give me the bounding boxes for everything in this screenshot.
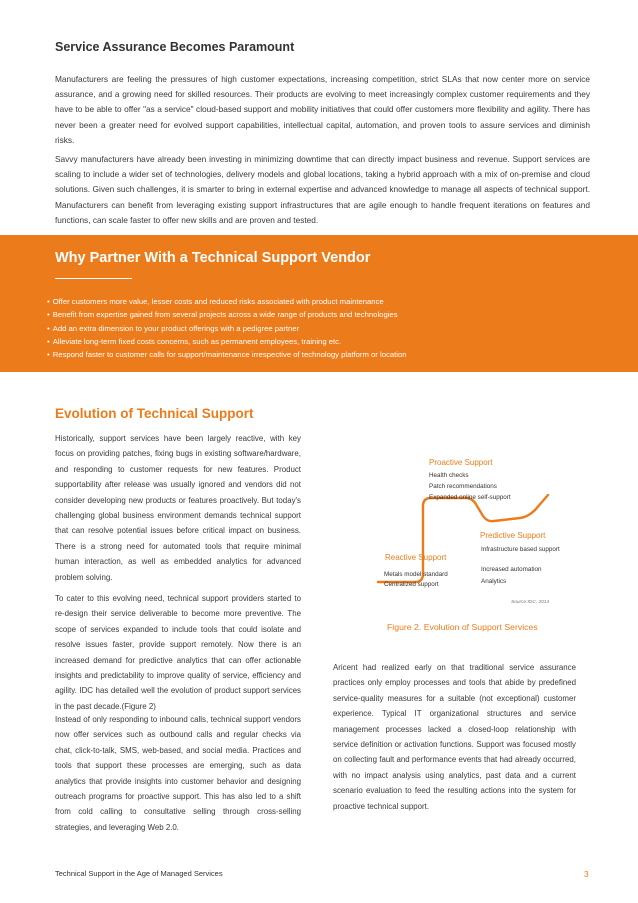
benefit-item: • Offer customers more value, lesser costs and reduced risks associated with product maintenance <box>47 295 407 308</box>
evolution-paragraph-2: To cater to this evolving need, technical support providers started to re-design their service deliverable to become more preventive. The scope of services expanded to include tools that could isolate and resolve issues faster, provide support remotely. Now there is an increased demand for predictive analytics that can offer actionable insights and predictability to improve quality of service, efficiency and agility. IDC has detailed well the evolution of product support services in the past decade.(Figure 2) <box>55 594 301 711</box>
section-title-service-assurance: Service Assurance Becomes Paramount <box>55 40 295 54</box>
benefit-item: • Add an extra dimension to your product offerings with a pedigree partner <box>47 322 407 335</box>
predictive-support-title: Predictive Support <box>480 531 546 540</box>
diagram-source: Source:IDC, 2014 <box>511 600 550 605</box>
proactive-item: Patch recommendations <box>429 483 497 490</box>
reactive-item: Centralized support <box>384 581 439 588</box>
partner-banner <box>0 235 638 372</box>
proactive-support-title: Proactive Support <box>429 458 493 467</box>
reactive-item: Metals model standard <box>384 571 448 578</box>
benefit-item: • Respond faster to customer calls for support/maintenance irrespective of technology platform or location <box>47 348 407 361</box>
section-title-why-partner: Why Partner With a Technical Support Vendor <box>55 250 371 266</box>
evolution-paragraph-3: Instead of only responding to inbound calls, technical support vendors now offer services such as outbound calls and regular checks via chat, click-to-talk, SMS, web-based, and social media. Practices and tools that support these processes are emerging, such as data analytics that provide insights into customer behavior and designing outreach programs for proactive support. This has also led to a shift from cold calling to consultative selling through cross-selling strategies, and leveraging Web 2.0. <box>55 715 301 832</box>
benefit-item: • Alleviate long-term fixed costs concerns, such as permanent employees, training etc. <box>47 335 407 348</box>
support-evolution-diagram <box>370 450 585 610</box>
title-underline <box>55 278 132 279</box>
section1-paragraph-1: Manufacturers are feeling the pressures of high customer expectations, increasing competition, strict SLAs that now center more on service assurance, and a growing need for skilled resources. Their products are evolving to meet increasingly complex customer requirements and they have to be able to offer "as a service" cloud-based support and mobility initiatives that could offer customers more flexibility and agility. There has never been a greater need for evolved support capabilities, intellectual capital, automation, and proven tools to assure services and diminish risks. <box>55 74 590 145</box>
predictive-item: Infrastructure based support <box>481 546 560 553</box>
predictive-item: Analytics <box>481 578 507 585</box>
footer-title: Technical Support in the Age of Managed Services <box>55 869 223 878</box>
proactive-item: Health checks <box>429 472 469 479</box>
aricent-paragraph: Aricent had realized early on that traditional service assurance practices only employ processes and tools that abide by predefined service-quality measures for a suitable (not exceptional) customer experience. Typical IT organizational structures and service management processes lacked a closed-loop relationship with service definition or activation functions. Support was focused mostly on collecting fault and performance events that had already occurred, with no impact analysis using analytics, past data and a current scenario evaluation to feed the resulting actions into the system for proactive technical support. <box>333 663 576 811</box>
benefit-list <box>47 295 407 361</box>
section1-paragraph-2: Savvy manufacturers have already been investing in minimizing downtime that can directly impact business and revenue. Support services are scaling to include a wider set of technologies, delivery models and global locations, taking a hybrid approach with a mix of on-premise and cloud solutions. Given such challenges, it is smarter to bring in external expertise and advanced knowledge to manage all aspects of technical support. Manufacturers can benefit from leveraging existing support infrastructures that are agile enough to handle frequent iterations on features and functions, can scale faster to offer new skills and are proven and tested. <box>55 154 590 225</box>
evolution-paragraph-1: Historically, support services have been largely reactive, with key focus on providing patches, fixing bugs in existing software/hardware, and responding to customer requests for new features. Product supportability after release was usually ignored and vendors did not consider developing new products or features proactively. But today's challenging global business environment demands technical support that can resolve potential issues before critical impact on business. There is a strong need for automated tools that require minimal human interaction, as well as embedded analytics for advanced problem solving. <box>55 434 301 582</box>
proactive-item: Expanded online self-support <box>429 494 511 501</box>
predictive-item: Increased automation <box>481 566 542 573</box>
benefit-item: • Benefit from expertise gained from several projects across a wide range of products and technologies <box>47 308 407 321</box>
section-title-evolution: Evolution of Technical Support <box>55 406 254 421</box>
page-number: 3 <box>584 869 589 879</box>
reactive-support-title: Reactive Support <box>385 553 447 562</box>
figure-caption: Figure 2. Evolution of Support Services <box>387 622 538 632</box>
